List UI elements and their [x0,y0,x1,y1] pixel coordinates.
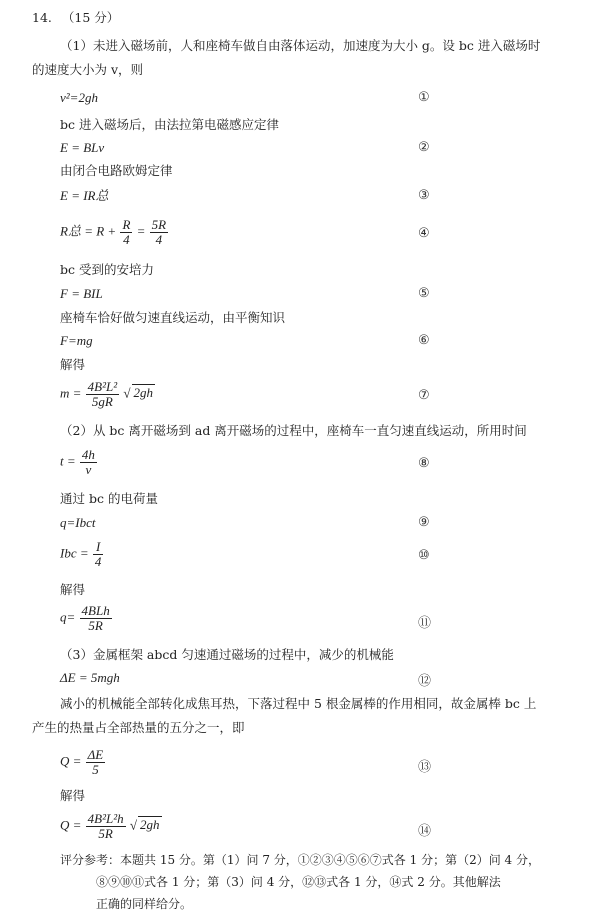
equation-number-12: ⑫ [418,674,432,689]
equation-11-lhs: q= [60,609,76,625]
equation-11 [60,604,113,633]
equation-number-2: ② [418,140,430,155]
equation-6: F=mg [60,333,93,348]
equation-4 [60,218,169,247]
equation-1: v²=2gh [60,90,98,105]
equation-4-lhs: R总 = R + [60,223,117,239]
equation-10-fraction: $\frac{I}{4}$ [94,539,102,569]
equation-4-equals: = [136,223,146,239]
equation-number-8: ⑧ [418,456,430,471]
equation-12: ΔE = 5mgh [60,670,120,685]
scoring-line-1: 评分参考：本题共 15 分。第（1）问 7 分，①②③④⑤⑥⑦式各 1 分；第（2）问 4 分， [60,853,540,867]
equation-8-fraction: $\frac{4h}{v}$ [81,447,95,477]
part2-text-charge: 通过 bc 的电荷量 [60,491,158,506]
equation-7: m = $\frac{\text{4B²L²}}{5gR}$ √ 2gh [60,379,154,409]
equation-14-lhs: Q = [60,817,82,833]
part3-text-solve: 解得 [60,788,86,803]
problem-points: （15 分） [61,10,120,25]
equation-number-5: ⑤ [418,286,430,301]
equation-number-9: ⑨ [418,515,430,530]
equation-number-14: ⑭ [418,824,432,839]
equation-13 [60,748,106,777]
scoring-line-3: 正确的同样给分。 [96,897,193,911]
equation-14: Q = $\frac{\text{4B²L²h}}{5R}$ √ 2gh [60,811,160,841]
equation-number-1: ① [418,90,430,105]
part3-text-line2: 产生的热量占全部热量的五分之一，即 [32,720,245,735]
equation-13-lhs: Q = [60,753,82,769]
problem-number: 14. [32,10,52,25]
problem-header [32,10,119,26]
equation-7-lhs: m = [60,385,82,401]
equation-number-3: ③ [418,188,430,203]
equation-14-sqrt: 2gh [140,817,160,833]
equation-11-fraction: $\frac{\text{4BLh}}{5R}$ [81,603,110,633]
part1-intro-line1: （1）未进入磁场前，人和座椅车做自由落体运动，加速度为大小 g。设 bc 进入磁场时 [60,38,541,53]
part3-intro: （3）金属框架 abcd 匀速通过磁场的过程中，减少的机械能 [60,647,394,662]
equation-number-7: ⑦ [418,388,430,403]
equation-9: q=Ibct [60,515,96,530]
part1-text-solve: 解得 [60,357,86,372]
equation-8 [60,448,98,477]
part1-text-ohm: 由闭合电路欧姆定律 [60,163,173,178]
equation-7-fraction: $\frac{\text{4B²L²}}{5gR}$ [87,379,118,409]
part1-intro-line2: 的速度大小为 v，则 [32,62,144,77]
equation-number-13: ⑬ [418,760,432,775]
equation-number-4: ④ [418,226,430,241]
equation-14-fraction: $\frac{\text{4B²L²h}}{5R}$ [87,811,124,841]
equation-5: F = BIL [60,286,103,301]
equation-13-fraction: $\frac{\Delta E}{5}$ [87,747,104,777]
part3-text-line1: 减小的机械能全部转化成焦耳热，下落过程中 5 根金属棒的作用相同，故金属棒 bc 上 [60,696,537,711]
part1-text-balance: 座椅车恰好做匀速直线运动，由平衡知识 [60,310,286,325]
equation-number-6: ⑥ [418,333,430,348]
equation-2: E = BLv [60,140,105,155]
part2-text-solve: 解得 [60,582,86,597]
equation-number-10: ⑩ [418,548,430,563]
equation-3: E = IR总 [60,188,109,203]
equation-7-sqrt: 2gh [133,385,154,401]
equation-4-fraction-2: $\frac{5R}{4}$ [151,217,167,247]
equation-10-lhs: Ibc = [60,545,89,561]
part1-text-faraday: bc 进入磁场后，由法拉第电磁感应定律 [60,117,279,132]
equation-number-11: ⑪ [418,616,432,631]
part2-intro: （2）从 bc 离开磁场到 ad 离开磁场的过程中，座椅车一直匀速直线运动，所用时间 [60,423,527,438]
equation-4-fraction-1: $\frac{R}{4}$ [122,217,131,247]
equation-10 [60,540,104,569]
equation-8-lhs: t = [60,453,76,469]
part1-text-ampere: bc 受到的安培力 [60,262,154,277]
scoring-line-2: ⑧⑨⑩⑪式各 1 分；第（3）问 4 分，⑫⑬式各 1 分，⑭式 2 分。其他解法 [96,875,501,889]
